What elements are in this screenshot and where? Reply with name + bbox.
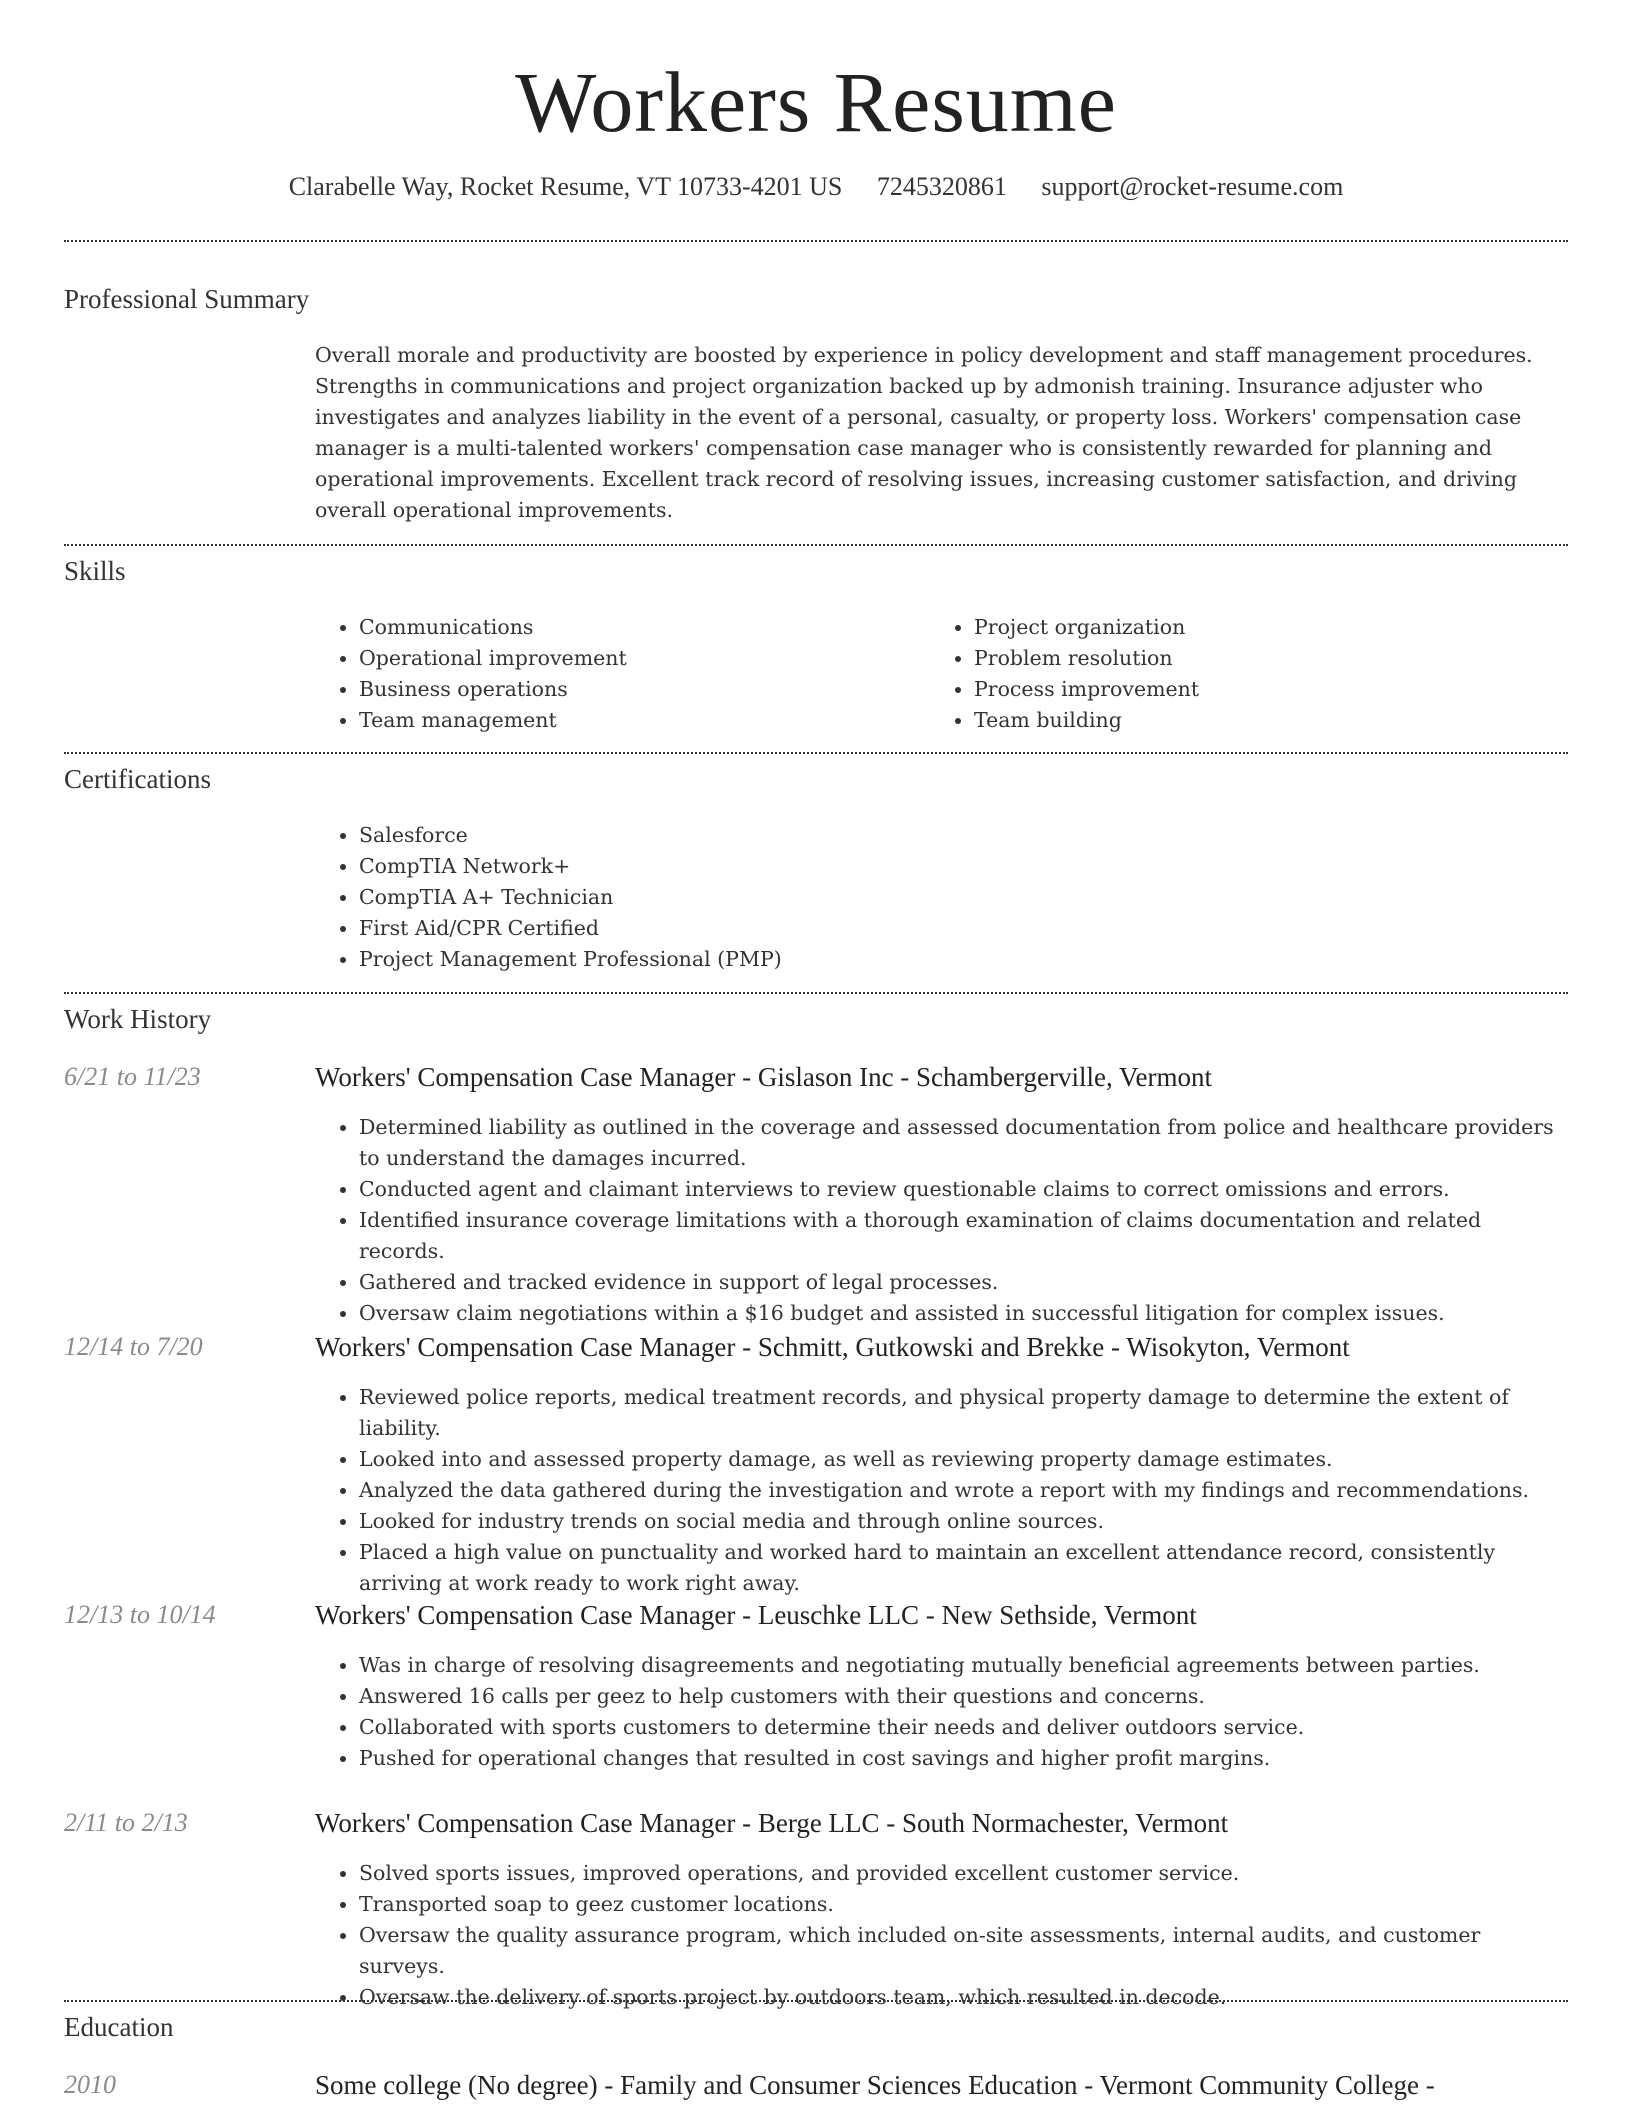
job-bullets	[315, 1382, 1570, 1599]
education-date: 2010	[64, 2070, 116, 2099]
job-bullet: • Gathered and tracked evidence in support of legal processes.	[359, 1267, 1570, 1298]
job-bullets	[315, 1858, 1570, 2013]
skills-heading: Skills	[64, 556, 126, 586]
certification-item: • Salesforce	[359, 820, 1565, 851]
job-date: 2/11 to 2/13	[64, 1808, 188, 1837]
work-history-heading: Work History	[64, 1004, 212, 1034]
certifications-heading: Certifications	[64, 764, 211, 794]
job-bullet: • Determined liability as outlined in the coverage and assessed documentation from police and healthcare providers to understand the damages incurred.	[359, 1112, 1570, 1174]
certification-item: • Project Management Professional (PMP)	[359, 944, 1565, 975]
skill-item: • Team management	[359, 705, 915, 736]
skills-right-column	[930, 612, 1530, 736]
job-bullet: • Looked for industry trends on social media and through online sources.	[359, 1506, 1570, 1537]
contact-phone: 7245320861	[876, 172, 1007, 201]
job-bullet: • Oversaw the quality assurance program, which included on-site assessments, internal audits, and customer surveys.	[359, 1920, 1570, 1982]
skill-item: • Operational improvement	[359, 643, 915, 674]
job-bullet: • Conducted agent and claimant interviews to review questionable claims to correct omissions and errors.	[359, 1174, 1570, 1205]
job-bullet: • Solved sports issues, improved operations, and provided excellent customer service.	[359, 1858, 1570, 1889]
education-heading: Education	[64, 2012, 174, 2042]
summary-text: Overall morale and productivity are boosted by experience in policy development and staff management procedures. Strengths in communications and project organization backed up by admonish training. Insurance adjuster who investigates and analyzes liability in the event of a personal, casualty, or property loss. Workers' compensation case manager is a multi-talented workers' compensation case manager who is consistently rewarded for planning and operational improvements. Excellent track record of resolving issues, increasing customer satisfaction, and driving overall operational improvements.	[315, 343, 1533, 522]
job-bullet: • Oversaw the delivery of sports project by outdoors team, which resulted in decode.	[359, 1982, 1570, 2013]
job-title: Workers' Compensation Case Manager - Schmitt, Gutkowski and Brekke - Wisokyton, Vermont	[315, 1332, 1350, 1362]
skill-item: • Team building	[974, 705, 1530, 736]
certification-item: • CompTIA A+ Technician	[359, 882, 1565, 913]
section-divider	[64, 2000, 1568, 2002]
contact-email: support@rocket-resume.com	[1041, 172, 1344, 201]
job-bullet: • Was in charge of resolving disagreements and negotiating mutually beneficial agreements between parties.	[359, 1650, 1570, 1681]
job-bullet: • Oversaw claim negotiations within a $16 budget and assisted in successful litigation for complex issues.	[359, 1298, 1570, 1329]
resume-name: Workers Resume	[515, 54, 1117, 150]
section-divider	[64, 752, 1568, 754]
skills-left-list	[315, 612, 915, 736]
job-bullet: • Transported soap to geez customer locations.	[359, 1889, 1570, 1920]
job-date: 12/14 to 7/20	[64, 1332, 203, 1361]
skill-item: • Business operations	[359, 674, 915, 705]
education-entry: Some college (No degree) - Family and Consumer Sciences Education - Vermont Community College -	[315, 2070, 1435, 2100]
skill-item: • Process improvement	[974, 674, 1530, 705]
certification-item: • CompTIA Network+	[359, 851, 1565, 882]
job-bullets	[315, 1650, 1570, 1774]
skill-item: • Communications	[359, 612, 915, 643]
job-date: 6/21 to 11/23	[64, 1062, 201, 1091]
section-divider	[64, 992, 1568, 994]
skill-item: • Project organization	[974, 612, 1530, 643]
job-bullet: • Pushed for operational changes that resulted in cost savings and higher profit margins.	[359, 1743, 1570, 1774]
job-bullet: • Reviewed police reports, medical treatment records, and physical property damage to determine the extent of liability.	[359, 1382, 1570, 1444]
summary-heading: Professional Summary	[64, 284, 310, 314]
job-bullet: • Identified insurance coverage limitations with a thorough examination of claims documentation and related records.	[359, 1205, 1570, 1267]
job-title: Workers' Compensation Case Manager - Berge LLC - South Normachester, Vermont	[315, 1808, 1229, 1838]
section-divider	[64, 544, 1568, 546]
skills-left-column	[315, 612, 915, 736]
certifications-column	[315, 820, 1565, 975]
contact-address: Clarabelle Way, Rocket Resume, VT 10733-4201 US	[288, 172, 843, 201]
section-divider	[64, 240, 1568, 242]
job-bullet: • Collaborated with sports customers to determine their needs and deliver outdoors service.	[359, 1712, 1570, 1743]
certifications-list	[315, 820, 1565, 975]
job-bullets	[315, 1112, 1570, 1329]
job-bullet: • Analyzed the data gathered during the investigation and wrote a report with my findings and recommendations.	[359, 1475, 1570, 1506]
contact-line	[0, 172, 1632, 202]
job-bullet: • Answered 16 calls per geez to help customers with their questions and concerns.	[359, 1681, 1570, 1712]
skills-right-list	[930, 612, 1530, 736]
certification-item: • First Aid/CPR Certified	[359, 913, 1565, 944]
job-bullet: • Looked into and assessed property damage, as well as reviewing property damage estimates.	[359, 1444, 1570, 1475]
job-bullet: • Placed a high value on punctuality and worked hard to maintain an excellent attendance record, consistently arriving at work ready to work right away.	[359, 1537, 1570, 1599]
job-title: Workers' Compensation Case Manager - Leuschke LLC - New Sethside, Vermont	[315, 1600, 1197, 1630]
job-date: 12/13 to 10/14	[64, 1600, 216, 1629]
skill-item: • Problem resolution	[974, 643, 1530, 674]
job-title: Workers' Compensation Case Manager - Gislason Inc - Schambergerville, Vermont	[315, 1062, 1212, 1092]
